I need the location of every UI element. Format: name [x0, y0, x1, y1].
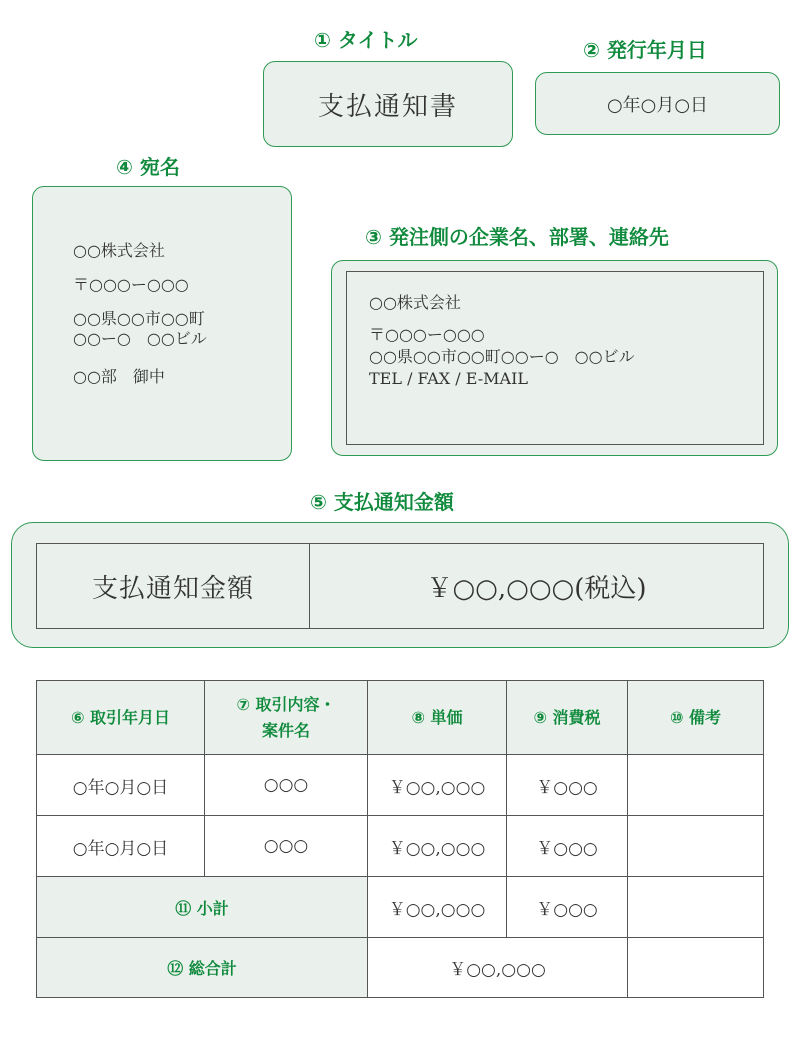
- total-value: ￥○○,○○○: [368, 938, 628, 998]
- header-item-line2: 案件名: [261, 720, 310, 740]
- issuer-address: ○○県○○市○○町○○ー○ ○○ビル: [369, 347, 635, 366]
- row-date: ○年○月○日: [37, 816, 205, 877]
- row-unit-price: ￥○○,○○○: [368, 755, 507, 816]
- total-note: [628, 938, 764, 998]
- issuer-box: [331, 260, 778, 456]
- row-note: [628, 816, 764, 877]
- total-label: ⑫ 総合計: [37, 938, 368, 998]
- issuer-details: [346, 271, 764, 445]
- document-title: 支払通知書: [317, 91, 458, 122]
- date-section-label: ② 発行年月日: [583, 38, 707, 62]
- subtotal-label: ⑪ 小計: [37, 877, 368, 938]
- issue-date: ○年○月○日: [606, 94, 709, 116]
- recipient-company: ○○株式会社: [73, 241, 165, 260]
- issuer-contact: TEL / FAX / E-MAIL: [369, 369, 529, 388]
- header-note: ⑩ 備考: [628, 681, 764, 755]
- table-row: [37, 816, 764, 877]
- row-item: ○○○: [205, 755, 368, 816]
- total-row: [37, 938, 764, 998]
- table-row: [37, 755, 764, 816]
- amount-value: ￥○○,○○○(税込): [310, 544, 763, 628]
- header-date: ⑥ 取引年月日: [37, 681, 205, 755]
- amount-box: [11, 522, 789, 648]
- row-tax: ￥○○○: [507, 755, 628, 816]
- issuer-section-label: ③ 発注側の企業名、部署、連絡先: [365, 225, 669, 249]
- subtotal-row: [37, 877, 764, 938]
- subtotal-unit-price: ￥○○,○○○: [368, 877, 507, 938]
- subtotal-tax: ￥○○○: [507, 877, 628, 938]
- table-header-row: [37, 681, 764, 755]
- subtotal-note: [628, 877, 764, 938]
- recipient-box: [32, 186, 292, 461]
- header-unit-price: ⑧ 単価: [368, 681, 507, 755]
- document-title-box: [263, 61, 513, 147]
- row-note: [628, 755, 764, 816]
- row-date: ○年○月○日: [37, 755, 205, 816]
- amount-label: 支払通知金額: [37, 544, 310, 628]
- recipient-address-line2: ○○ー○ ○○ビル: [73, 329, 207, 348]
- amount-section-label: ⑤ 支払通知金額: [310, 490, 454, 514]
- issuer-postal: 〒○○○ー○○○: [369, 325, 485, 344]
- recipient-section-label: ④ 宛名: [116, 155, 180, 179]
- recipient-department: ○○部 御中: [73, 367, 165, 386]
- issuer-company: ○○株式会社: [369, 293, 461, 312]
- recipient-address-line1: ○○県○○市○○町: [73, 309, 205, 328]
- header-item-line1: ⑦ 取引内容・: [236, 694, 336, 714]
- title-section-label: ① タイトル: [314, 28, 418, 52]
- amount-table: [36, 543, 764, 629]
- transaction-table: [36, 680, 764, 998]
- row-unit-price: ￥○○,○○○: [368, 816, 507, 877]
- recipient-postal: 〒○○○ー○○○: [73, 275, 189, 294]
- issue-date-box: [535, 72, 780, 135]
- row-tax: ￥○○○: [507, 816, 628, 877]
- row-item: ○○○: [205, 816, 368, 877]
- header-tax: ⑨ 消費税: [507, 681, 628, 755]
- header-item: [205, 681, 368, 755]
